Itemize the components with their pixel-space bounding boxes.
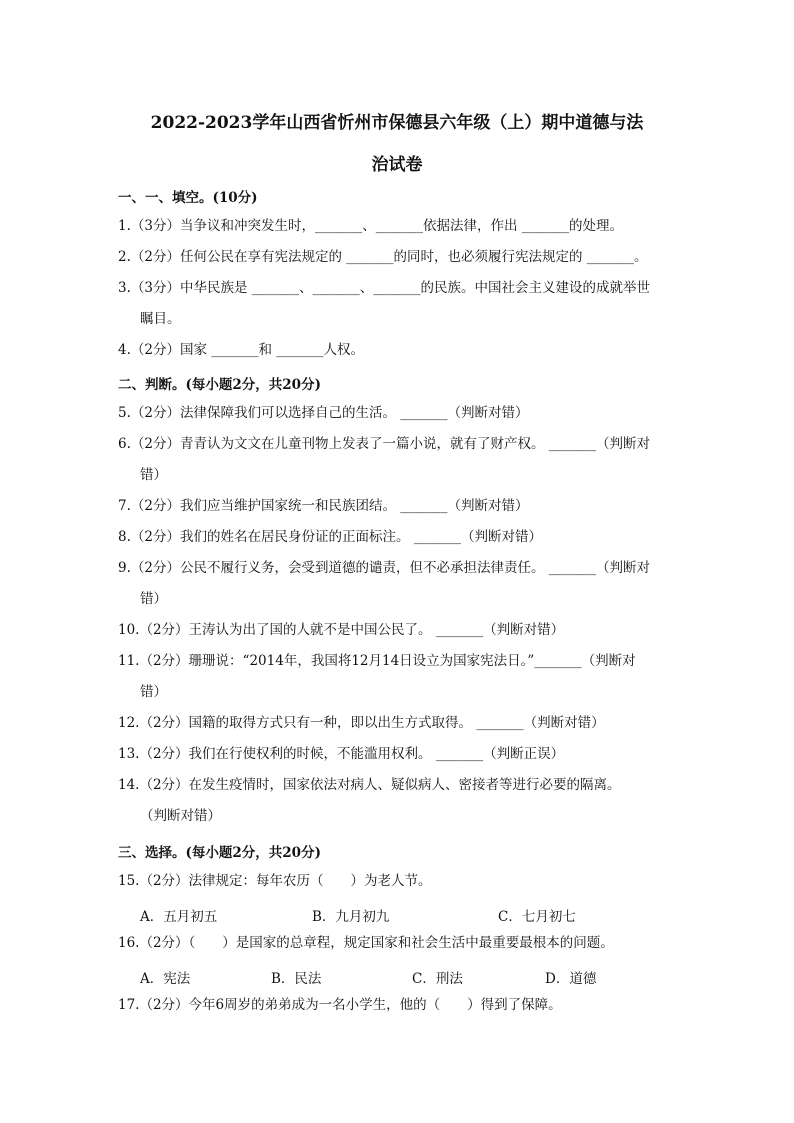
question-6-line1: 6.（2分）青青认为文文在儿童刊物上发表了一篇小说，就有了财产权。 _______（判断对 — [118, 436, 651, 452]
option-c[interactable]: C．刑法 — [412, 971, 463, 987]
question-6 — [118, 429, 678, 491]
option-b[interactable]: B．九月初九 — [312, 909, 390, 925]
exam-title-line1: 2022-2023学年山西省忻州市保德县六年级（上）期中道德与法 — [150, 113, 644, 133]
option-a[interactable]: A．五月初五 — [140, 909, 218, 925]
question-16: 16.（2分）（ ）是国家的总章程，规定国家和社会生活中最重要最根本的问题。 — [118, 935, 614, 951]
question-11 — [118, 646, 678, 708]
question-7: 7.（2分）我们应当维护国家统一和民族团结。 _______（判断对错） — [118, 498, 529, 514]
question-9-line1: 9.（2分）公民不履行义务，会受到道德的谴责，但不必承担法律责任。 _______（判断对 — [118, 560, 651, 576]
question-2: 2.（2分）任何公民在享有宪法规定的 _______的同时，也必须履行宪法规定的 _______。 — [118, 249, 648, 265]
question-14-line2: （判断对错） — [140, 808, 221, 824]
question-3-line2: 瞩目。 — [140, 311, 181, 327]
question-5: 5.（2分）法律保障我们可以选择自己的生活。 _______（判断对错） — [118, 405, 529, 421]
question-3 — [118, 273, 678, 335]
question-9 — [118, 553, 678, 615]
section-heading-multiple-choice: 三、选择。(每小题2分，共20分) — [118, 845, 321, 861]
question-6-line2: 错） — [140, 467, 167, 483]
question-11-line1: 11.（2分）珊珊说：“2014年，我国将12月14日设立为国家宪法日。”_______（判断对 — [118, 653, 636, 669]
question-17: 17.（2分）今年6周岁的弟弟成为一名小学生，他的（ ）得到了保障。 — [118, 997, 562, 1013]
question-15: 15.（2分）法律规定：每年农历（ ）为老人节。 — [118, 873, 432, 889]
exam-title-line2: 治试卷 — [371, 155, 423, 175]
question-9-line2: 错） — [140, 591, 167, 607]
question-1: 1.（3分）当争议和冲突发生时，_______、_______依据法律，作出 _______的处理。 — [118, 218, 624, 234]
section-heading-fill-blank: 一、一、填空。(10分) — [118, 190, 258, 206]
question-14 — [118, 770, 678, 832]
question-10: 10.（2分）王涛认为出了国的人就不是中国公民了。 _______（判断对错） — [118, 622, 565, 638]
option-c[interactable]: C．七月初七 — [498, 909, 576, 925]
question-8: 8.（2分）我们的姓名在居民身份证的正面标注。 _______（判断对错） — [118, 529, 543, 545]
question-3-line1: 3.（3分）中华民族是 _______、_______、_______的民族。中国社会主义建设的成就举世 — [118, 280, 651, 296]
question-4: 4.（2分）国家 _______和 _______人权。 — [118, 342, 365, 358]
option-b[interactable]: B．民法 — [271, 971, 322, 987]
option-d[interactable]: D．道德 — [545, 971, 597, 987]
question-14-line1: 14.（2分）在发生疫情时，国家依法对病人、疑似病人、密接者等进行必要的隔离。 — [118, 777, 621, 793]
option-a[interactable]: A．宪法 — [140, 971, 191, 987]
section-heading-true-false: 二、判断。(每小题2分，共20分) — [118, 377, 321, 393]
exam-title — [100, 102, 694, 186]
question-12: 12.（2分）国籍的取得方式只有一种，即以出生方式取得。 _______（判断对错） — [118, 715, 605, 731]
question-13: 13.（2分）我们在行使权利的时候，不能滥用权利。 _______（判断正误） — [118, 746, 565, 762]
question-11-line2: 错） — [140, 684, 167, 700]
